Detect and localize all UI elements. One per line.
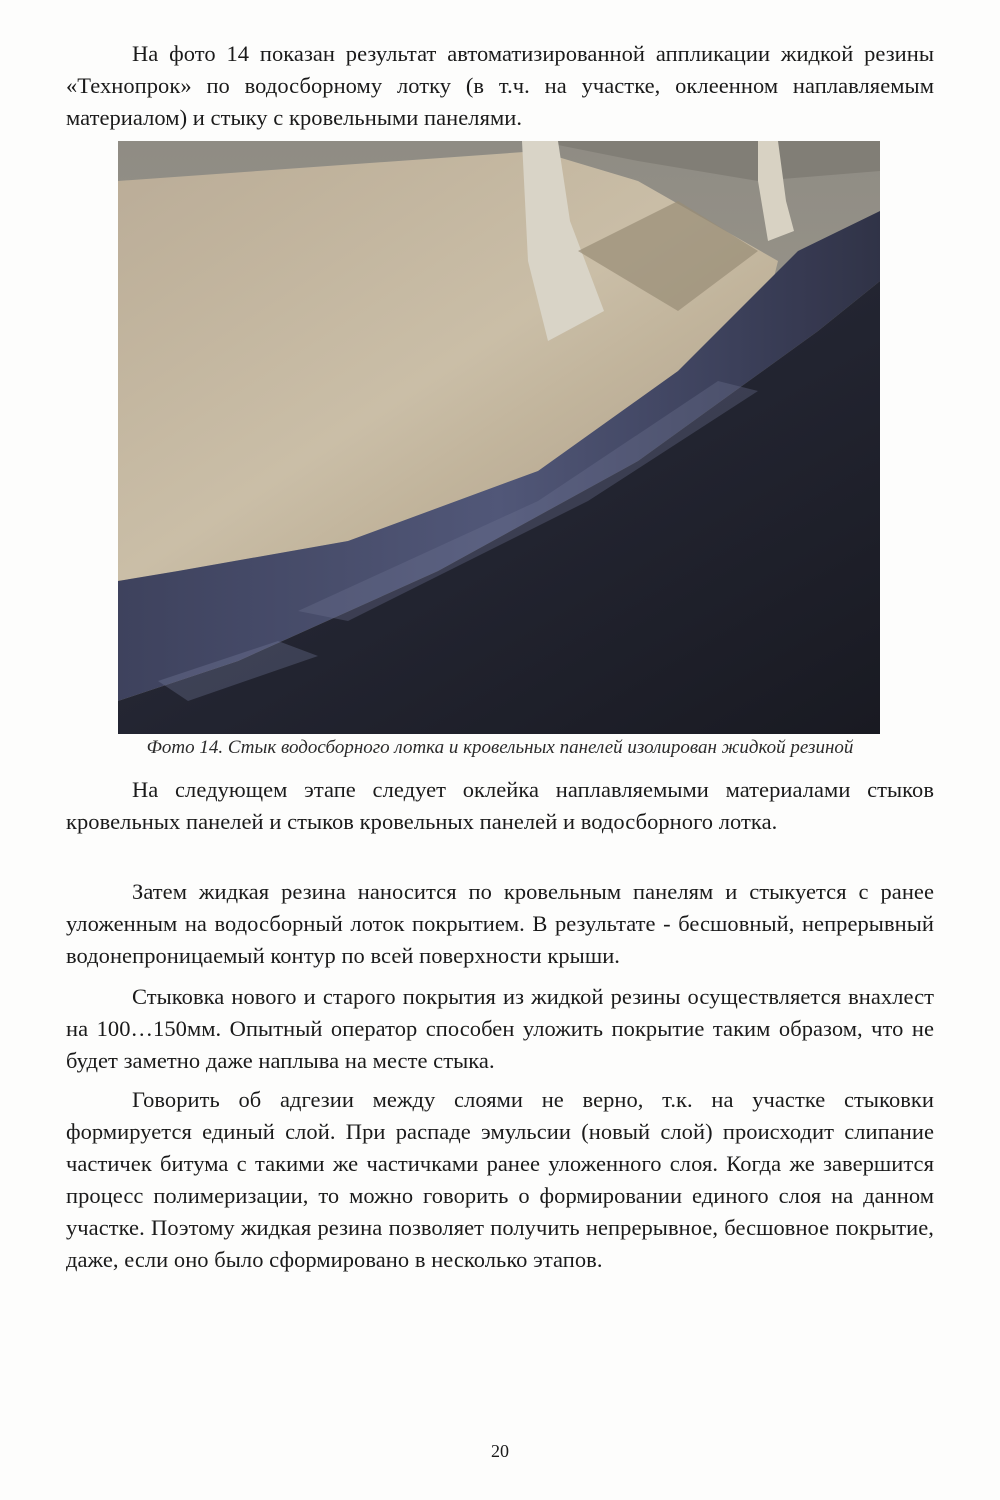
figure-caption: Фото 14. Стык водосборного лотка и кровельных панелей изолирован жидкой резиной (146, 737, 854, 758)
photo-14-rooftop-liquid-rubber (118, 141, 880, 734)
page-number: 20 (491, 1441, 509, 1461)
paragraph-intro: На фото 14 показан результат автоматизированной аппликации жидкой резины «Технопрок» по водосборному лотку (в т.ч. на участке, оклеенном наплавляемым материалом) и стыку с кровельными панелями. (66, 41, 934, 130)
photo-image (118, 141, 880, 734)
paragraph-liquid-rubber-application: Затем жидкая резина наносится по кровельным панелям и стыкуется с ранее уложенным на водосборный лоток покрытием. В результате - бесшовный, непрерывный водонепроницаемый контур по всей поверхности крыши. (66, 879, 934, 968)
paragraph-next-stage: На следующем этапе следует оклейка наплавляемыми материалами стыков кровельных панелей и стыков кровельных панелей и водосборного лотка. (66, 777, 934, 834)
paragraph-adhesion: Говорить об адгезии между слоями не верно, т.к. на участке стыковки формируется единый слой. При распаде эмульсии (новый слой) происходит слипание частичек битума с такими же частичками ранее уложенного слоя. Когда же завершится процесс полимеризации, то можно говорить о формировании единого слоя на данном участке. Поэтому жидкая резина позволяет получить непрерывное, бесшовное покрытие, даже, если оно было сформировано в несколько этапов. (66, 1087, 934, 1272)
paragraph-overlap-joining: Стыковка нового и старого покрытия из жидкой резины осуществляется внахлест на 100…150мм. Опытный оператор способен уложить покрытие таким образом, что не будет заметно даже наплыва на месте стыка. (66, 984, 934, 1073)
